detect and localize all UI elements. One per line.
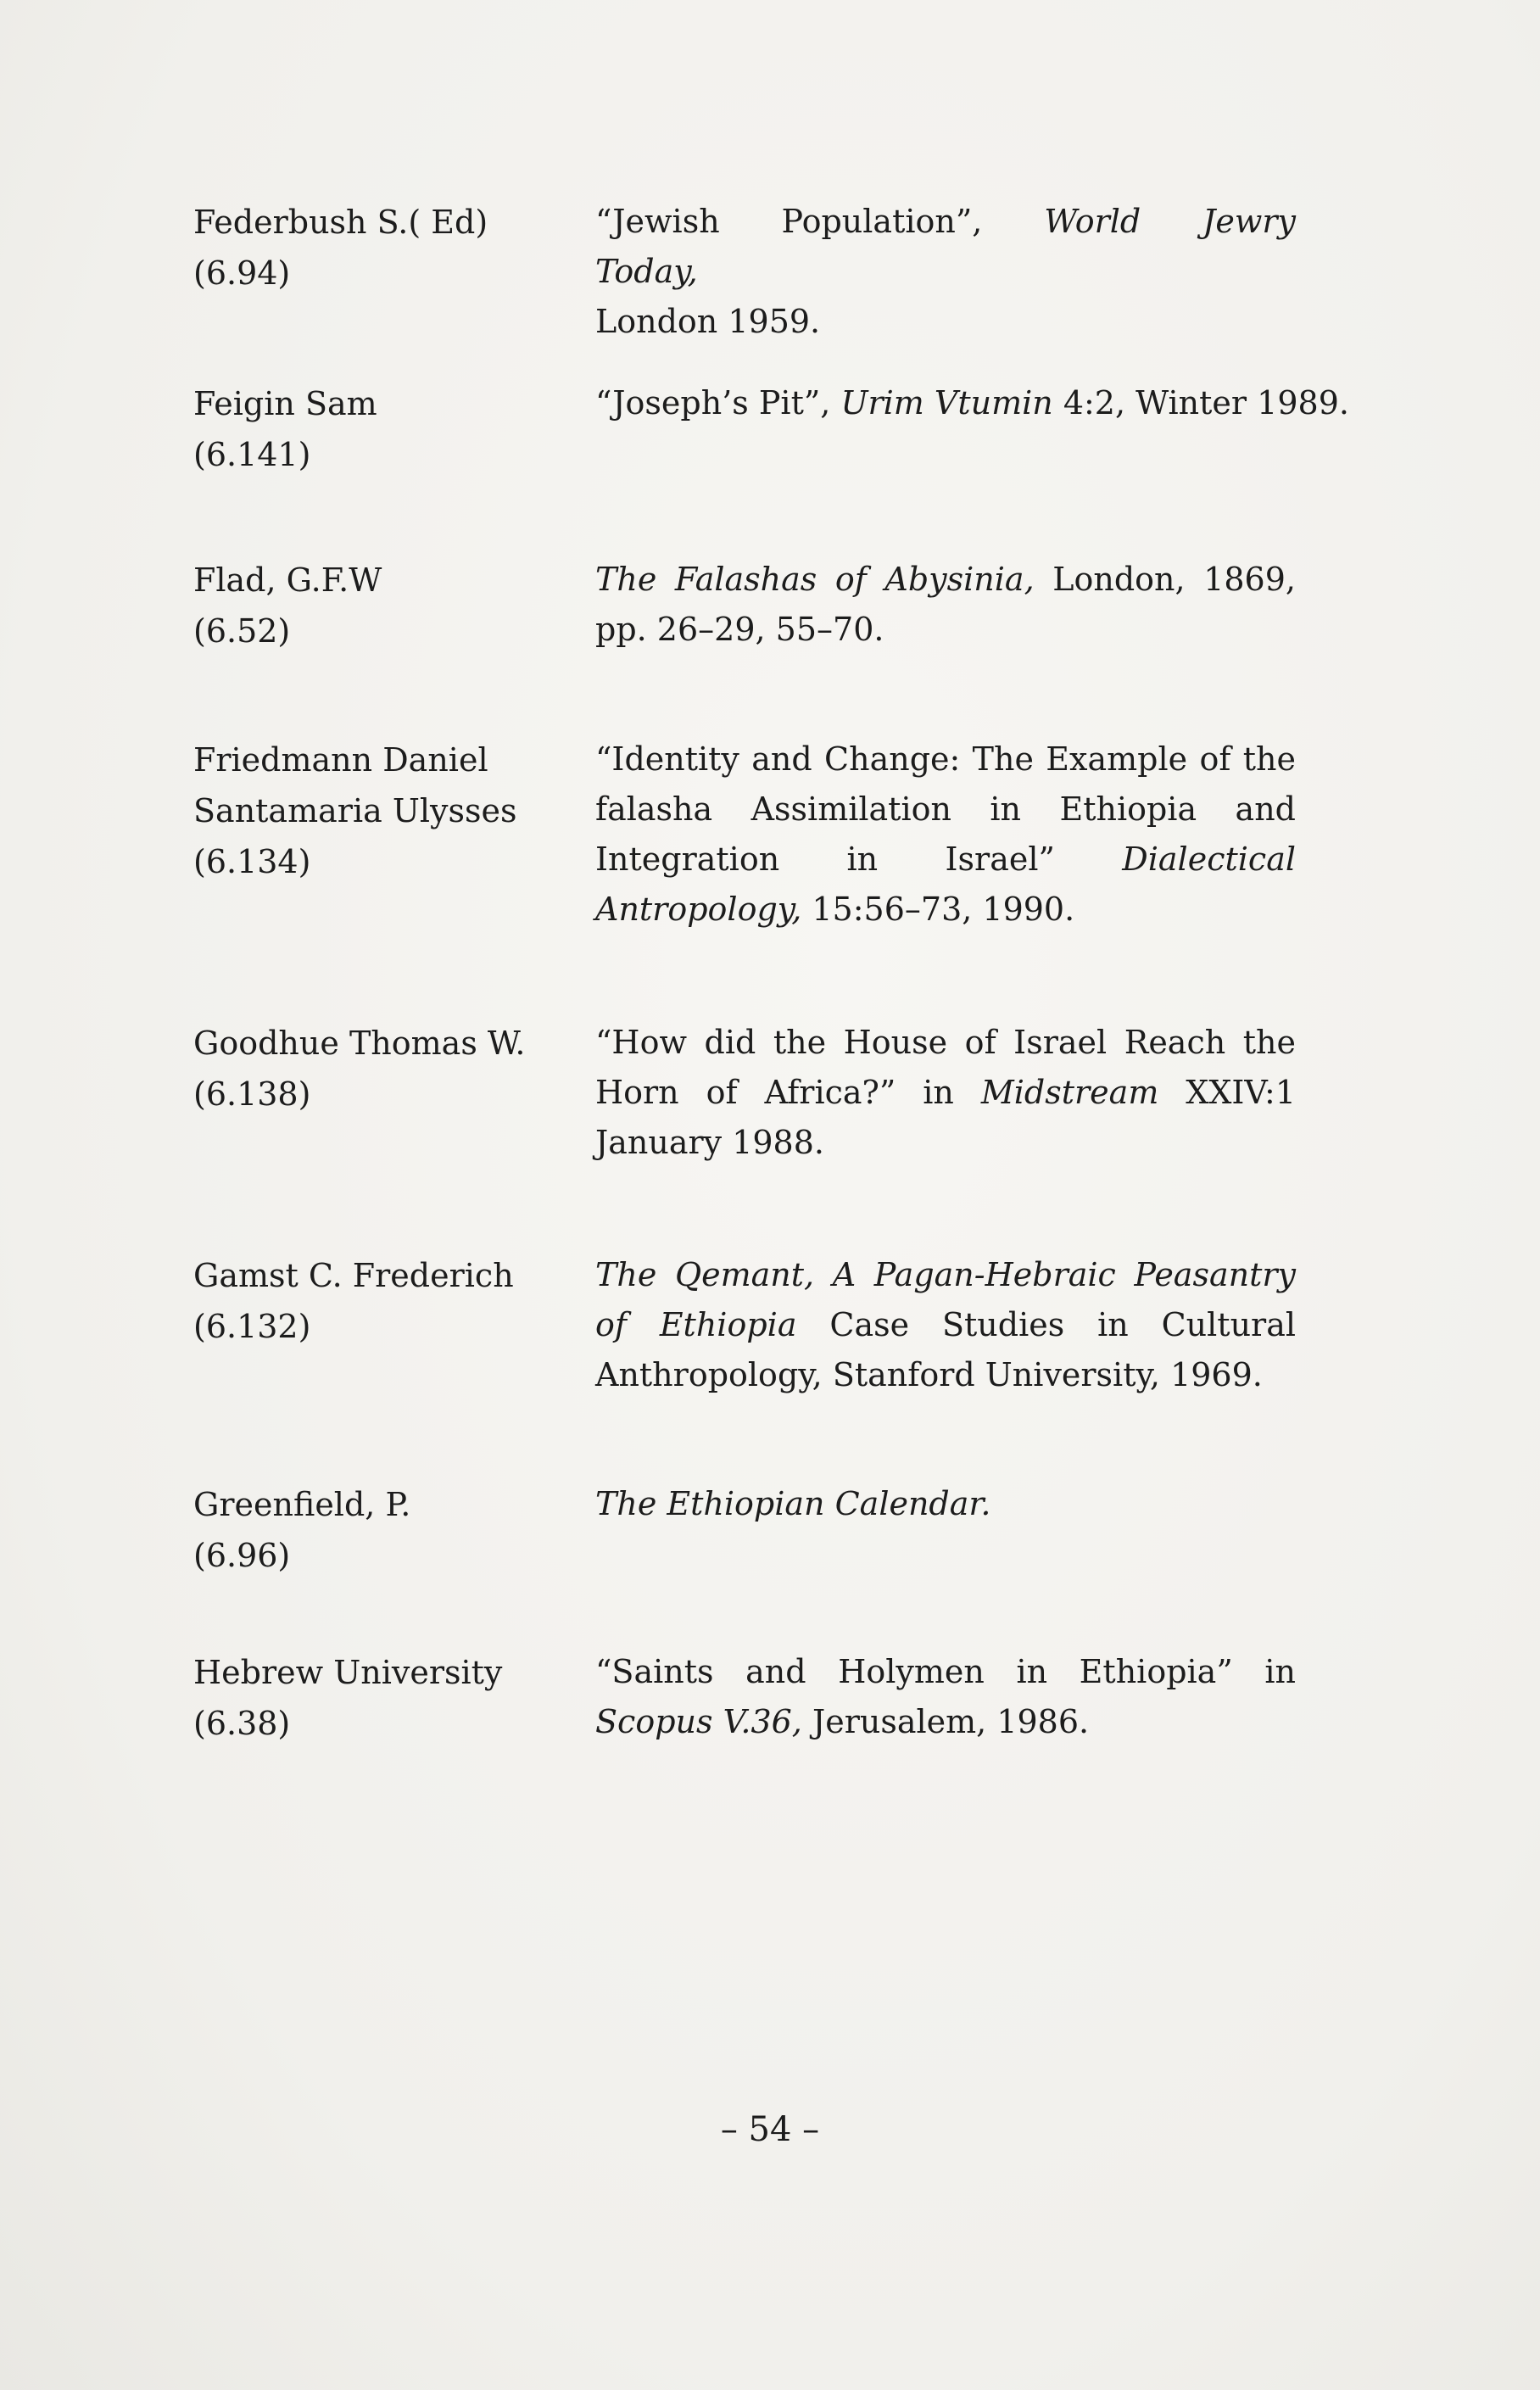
entry-citation (595, 1018, 1296, 1168)
citation-segment: London 1959. (595, 303, 821, 340)
entry-citation (595, 1479, 1296, 1529)
citation-segment: 4:2, Winter 1989. (1052, 384, 1349, 422)
reference-number: (6.96) (193, 1537, 291, 1574)
citation-segment: 15:56–73, 1990. (801, 891, 1075, 928)
citation-segment: “Saints and Holymen in Ethiopia” in (595, 1653, 1296, 1690)
citation-segment: World Jewry Today, (595, 203, 1296, 290)
reference-number: (6.52) (193, 612, 291, 650)
citation-segment: “Jewish Population”, (595, 203, 983, 240)
citation-segment: Jerusalem, 1986. (801, 1703, 1090, 1740)
page-number: – 54 – (720, 2110, 820, 2149)
author-line: Goodhue Thomas W. (193, 1025, 526, 1062)
author-line: Federbush S.( Ed) (193, 204, 488, 241)
entry-citation (595, 197, 1296, 347)
entry-citation (595, 378, 1349, 428)
entry-author (193, 734, 550, 887)
reference-number: (6.94) (193, 254, 291, 292)
reference-number: (6.138) (193, 1075, 311, 1113)
citation-segment: The Ethiopian Calendar. (595, 1485, 991, 1522)
citation-segment: XXIV:1 January 1988. (595, 1074, 1297, 1161)
reference-number: (6.132) (193, 1308, 311, 1345)
citation-segment: The Qemant, A Pagan-Hebraic Peasantry of Ethiopia (595, 1256, 1296, 1343)
entry-citation (595, 1647, 1296, 1747)
citation-segment: “How did the House of Israel Reach the Horn of Africa?” in (595, 1024, 1296, 1111)
entry-author (193, 1647, 550, 1749)
citation-segment: Urim Vtumin (830, 384, 1053, 422)
citation-segment: “Identity and Change: The Example of the falasha Assimilation in Ethiopia and Integration in Israel” (595, 740, 1296, 878)
author-line: Feigin Sam (193, 385, 377, 422)
entry-author (193, 1479, 550, 1581)
entry-citation (595, 555, 1296, 655)
author-line: Greenfield, P. (193, 1486, 411, 1523)
author-line: Hebrew University (193, 1654, 503, 1691)
author-line: Santamaria Ulysses (193, 792, 517, 829)
entry-citation (595, 734, 1296, 935)
author-line: Friedmann Daniel (193, 741, 488, 779)
entry-author (193, 378, 550, 480)
author-line: Flad, G.F.W (193, 561, 382, 599)
citation-segment: The Falashas of Abysinia, (595, 561, 1035, 598)
citation-segment: London, 1869, pp. 26–29, 55–70. (595, 561, 1296, 648)
citation-segment: “Joseph’s Pit”, (595, 384, 831, 422)
reference-number: (6.141) (193, 436, 311, 473)
citation-segment: Scopus V.36, (595, 1703, 802, 1740)
reference-number: (6.134) (193, 843, 311, 880)
citation-segment: Case Studies in Cultural Anthropology, Stanford University, 1969. (595, 1306, 1297, 1393)
citation-segment: Midstream (953, 1074, 1159, 1111)
entry-author (193, 1018, 550, 1120)
entry-citation (595, 1250, 1296, 1400)
citation-segment: Dialectical Antropology, (595, 840, 1296, 928)
reference-number: (6.38) (193, 1705, 291, 1742)
author-line: Gamst C. Frederich (193, 1257, 514, 1294)
entry-author (193, 555, 550, 656)
entry-author (193, 1250, 550, 1352)
entry-author (193, 197, 550, 299)
